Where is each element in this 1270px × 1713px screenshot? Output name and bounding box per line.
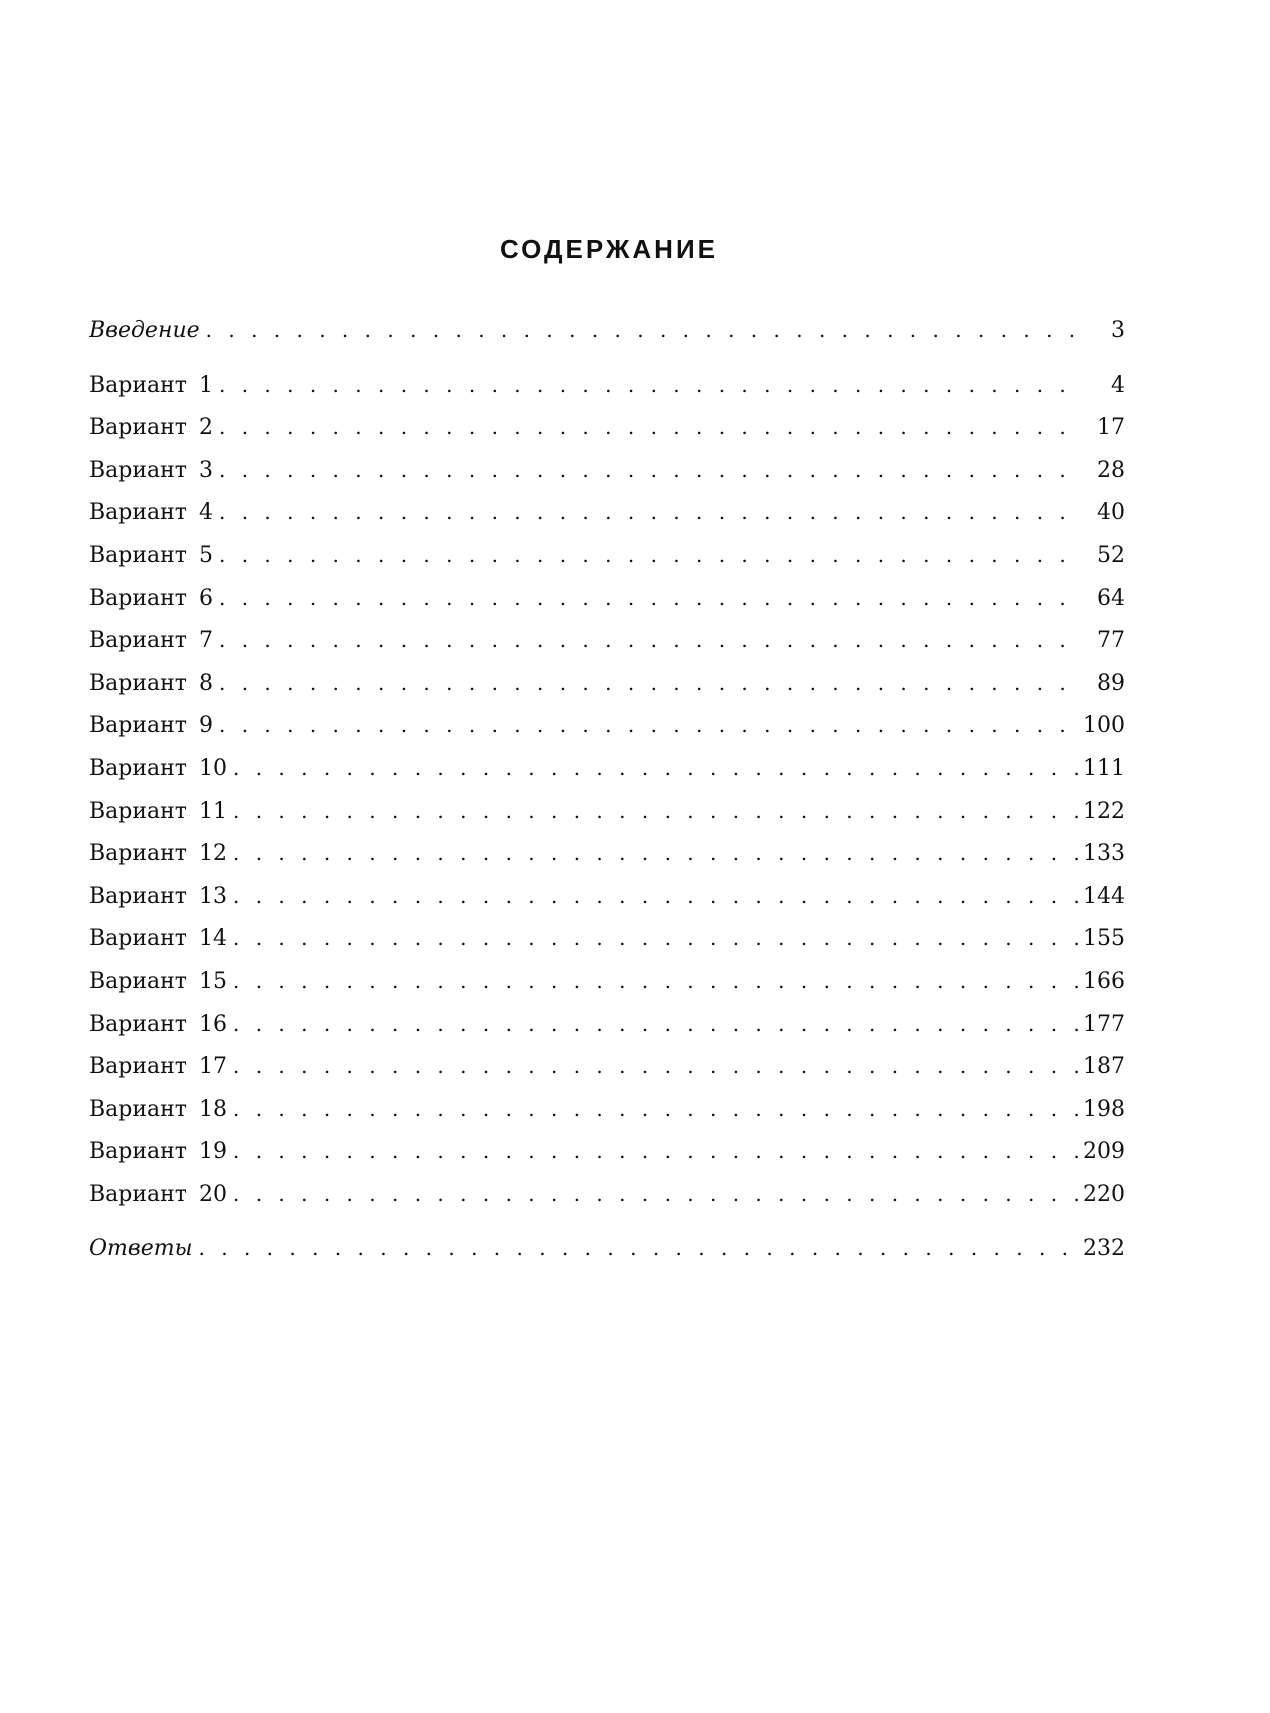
dot-leader: [219, 704, 1079, 746]
dot-leader: [233, 747, 1079, 789]
dot-leader: [233, 1045, 1079, 1087]
toc-entry-page: 40: [1097, 500, 1125, 526]
dot-leader: [233, 1173, 1079, 1215]
toc-entry-variant[interactable]: [89, 790, 1125, 833]
toc-entry-page: 133: [1083, 841, 1125, 867]
toc-entry-page: 89: [1097, 670, 1125, 696]
toc-entry-page: 122: [1083, 798, 1125, 824]
toc-entry-variant[interactable]: [89, 577, 1125, 620]
toc-entry-variant[interactable]: [89, 1130, 1125, 1173]
toc-entry-label: Вариант 9: [89, 713, 213, 739]
dot-leader: [219, 491, 1083, 533]
toc-entry-variant[interactable]: [89, 960, 1125, 1003]
dot-leader: [233, 875, 1079, 917]
toc-entry-page: 177: [1083, 1011, 1125, 1037]
toc-entry-intro[interactable]: [89, 309, 1125, 352]
toc-entry-label: Вариант 20: [89, 1181, 227, 1207]
toc-entry-page: 144: [1083, 883, 1125, 909]
table-of-contents: [89, 309, 1125, 1270]
toc-entry-label: Вариант 15: [89, 968, 227, 994]
toc-entry-label: Вариант 12: [89, 841, 227, 867]
toc-entry-label: Вариант 14: [89, 926, 227, 952]
toc-entry-page: 232: [1083, 1236, 1125, 1262]
toc-entry-variant[interactable]: [89, 832, 1125, 875]
dot-leader: [206, 309, 1083, 351]
toc-entry-variant[interactable]: [89, 1003, 1125, 1046]
dot-leader: [233, 960, 1079, 1002]
toc-entry-label: Вариант 13: [89, 883, 227, 909]
toc-entry-variant[interactable]: [89, 875, 1125, 918]
dot-leader: [199, 1227, 1079, 1269]
dot-leader: [233, 1130, 1079, 1172]
toc-entry-label: Вариант 6: [89, 585, 213, 611]
toc-entry-label: Вариант 5: [89, 542, 213, 568]
toc-entry-variant[interactable]: [89, 491, 1125, 534]
toc-entry-variant[interactable]: [89, 449, 1125, 492]
toc-entry-page: 111: [1083, 755, 1125, 781]
toc-entry-variant[interactable]: [89, 704, 1125, 747]
toc-entry-page: 100: [1083, 713, 1125, 739]
dot-leader: [233, 1088, 1079, 1130]
page-title: СОДЕРЖАНИЕ: [500, 234, 718, 264]
toc-entry-page: 198: [1083, 1096, 1125, 1122]
toc-entry-page: 64: [1097, 585, 1125, 611]
toc-entry-page: 4: [1111, 372, 1125, 398]
toc-entry-label: Вариант 11: [89, 798, 227, 824]
toc-entry-label: Вариант 19: [89, 1139, 227, 1165]
dot-leader: [219, 534, 1083, 576]
toc-entry-label: Вариант 3: [89, 457, 213, 483]
toc-entry-variant[interactable]: [89, 662, 1125, 705]
dot-leader: [233, 1003, 1079, 1045]
toc-entry-page: 166: [1083, 968, 1125, 994]
toc-entry-page: 77: [1097, 628, 1125, 654]
toc-entry-label: Вариант 2: [89, 415, 213, 441]
dot-leader: [219, 662, 1083, 704]
toc-entry-answers[interactable]: [89, 1227, 1125, 1270]
dot-leader: [233, 917, 1079, 959]
toc-entry-variant[interactable]: [89, 1088, 1125, 1131]
toc-entry-variant[interactable]: [89, 534, 1125, 577]
toc-entry-variant[interactable]: [89, 619, 1125, 662]
dot-leader: [219, 449, 1083, 491]
dot-leader: [219, 577, 1083, 619]
toc-entry-label: Вариант 1: [89, 372, 213, 398]
toc-entry-page: 155: [1083, 926, 1125, 952]
toc-entry-page: 28: [1097, 457, 1125, 483]
toc-entry-label: Вариант 7: [89, 628, 213, 654]
toc-entry-page: 209: [1083, 1139, 1125, 1165]
toc-entry-label: Вариант 10: [89, 755, 227, 781]
toc-entry-variant[interactable]: [89, 917, 1125, 960]
toc-entry-label: Вариант 8: [89, 670, 213, 696]
toc-entry-label: Вариант 17: [89, 1054, 227, 1080]
toc-entry-label: Вариант 18: [89, 1096, 227, 1122]
toc-entry-page: 220: [1083, 1181, 1125, 1207]
toc-entry-variant[interactable]: [89, 747, 1125, 790]
dot-leader: [219, 406, 1083, 448]
toc-entry-label: Вариант 4: [89, 500, 213, 526]
toc-entry-variant[interactable]: [89, 1173, 1125, 1216]
toc-entry-page: 187: [1083, 1054, 1125, 1080]
toc-entry-page: 52: [1097, 542, 1125, 568]
toc-entry-variant[interactable]: [89, 364, 1125, 407]
toc-entry-label: Вариант 16: [89, 1011, 227, 1037]
dot-leader: [219, 364, 1083, 406]
toc-entry-label: Введение: [89, 318, 200, 343]
dot-leader: [219, 619, 1083, 661]
toc-entry-page: 17: [1097, 415, 1125, 441]
toc-entry-page: 3: [1111, 318, 1125, 343]
toc-entry-variant[interactable]: [89, 406, 1125, 449]
dot-leader: [233, 790, 1079, 832]
dot-leader: [233, 832, 1079, 874]
toc-entry-label: Ответы: [89, 1236, 193, 1262]
toc-entry-variant[interactable]: [89, 1045, 1125, 1088]
